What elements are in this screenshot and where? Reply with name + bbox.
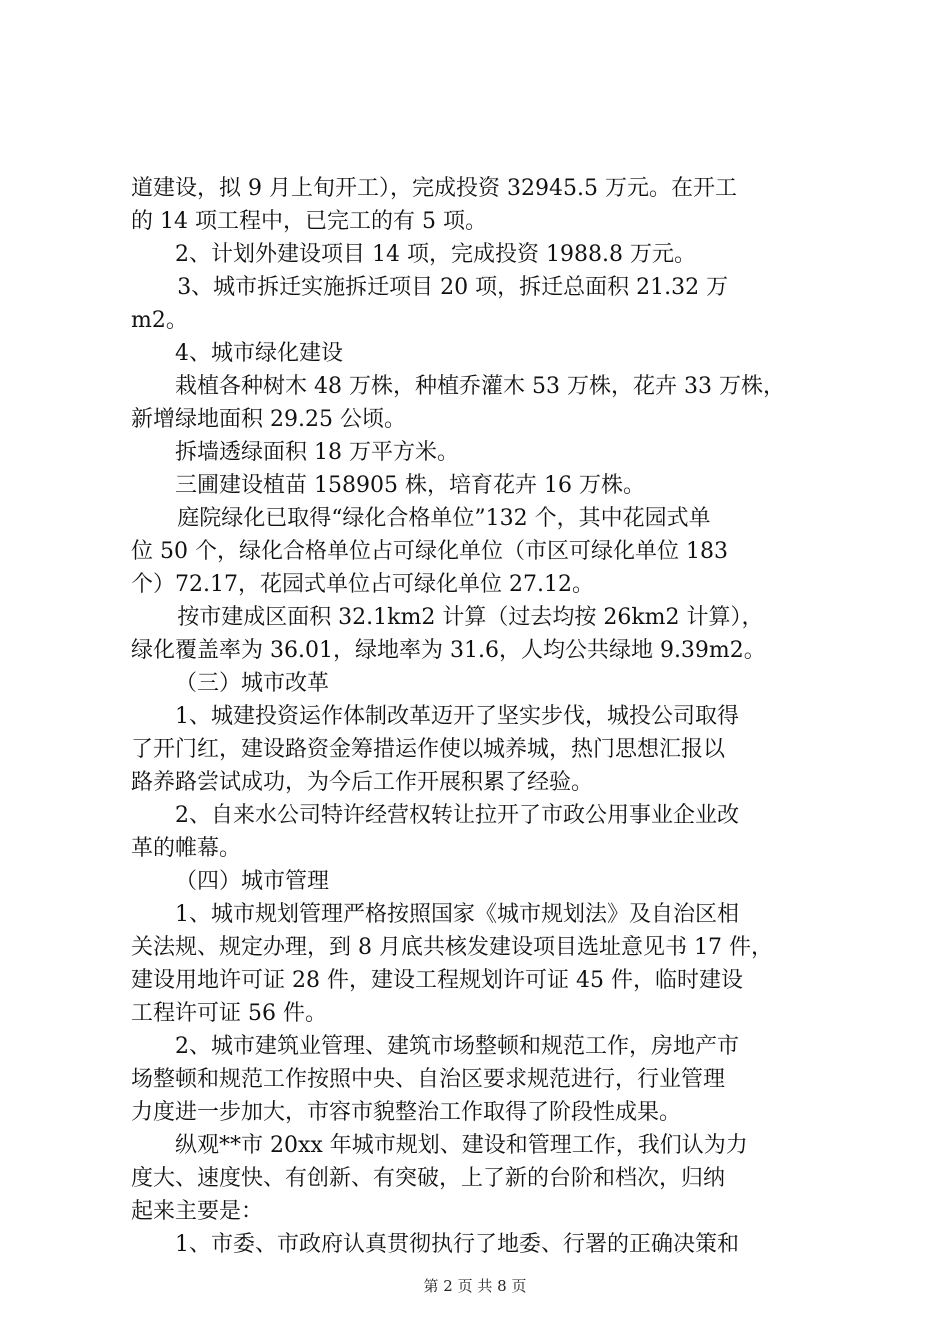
text-line: 拆墙透绿面积 18 万平方米。 (175, 440, 459, 465)
text-line: 2、自来水公司特许经营权转让拉开了市政公用事业企业改 (175, 803, 739, 828)
document-body (131, 172, 831, 1261)
text-line: 栽植各种树木 48 万株，种植乔灌木 53 万株，花卉 33 万株， (175, 374, 785, 399)
text-line: 1、城建投资运作体制改革迈开了坚实步伐，城投公司取得 (175, 704, 739, 729)
text-line: 1、城市规划管理严格按照国家《城市规划法》及自治区相 (175, 902, 739, 927)
page-footer: 第 2 页 共 8 页 (423, 1277, 527, 1295)
text-line: 起来主要是： (131, 1199, 264, 1224)
text-line: 场整顿和规范工作按照中央、自治区要求规范进行，行业管理 (131, 1067, 726, 1092)
text-line: 2、计划外建设项目 14 项，完成投资 1988.8 万元。 (175, 242, 696, 267)
text-line: 绿化覆盖率为 36.01，绿地率为 31.6，人均公共绿地 9.39m2。 (131, 638, 766, 663)
text-line: 道建设，拟 9 月上旬开工），完成投资 32945.5 万元。在开工 (131, 176, 737, 201)
text-line: 纵观**市 20xx 年城市规划、建设和管理工作，我们认为力 (175, 1133, 748, 1158)
text-line: 4、城市绿化建设 (175, 341, 343, 366)
text-line: m2。 (131, 308, 188, 333)
text-line: 了开门红，建设路资金筹措运作使以城养城，热门思想汇报以 (131, 737, 726, 762)
text-line: 度大、速度快、有创新、有突破，上了新的台阶和档次，归纳 (131, 1166, 726, 1191)
text-line: 关法规、规定办理，到 8 月底共核发建设项目选址意见书 17 件， (131, 935, 773, 960)
text-line: 按市建成区面积 32.1km2 计算（过去均按 26km2 计算）， (177, 605, 764, 630)
text-line: 庭院绿化已取得“绿化合格单位”132 个，其中花园式单 (177, 506, 711, 531)
text-line: 建设用地许可证 28 件，建设工程规划许可证 45 件，临时建设 (131, 968, 743, 993)
text-line: 的 14 项工程中，已完工的有 5 项。 (131, 209, 487, 234)
text-line: 新增绿地面积 29.25 公顷。 (131, 407, 406, 432)
text-line: 革的帷幕。 (131, 836, 242, 861)
text-line: 位 50 个，绿化合格单位占可绿化单位（市区可绿化单位 183 (131, 539, 728, 564)
text-line: 个）72.17，花园式单位占可绿化单位 27.12。 (131, 572, 594, 597)
text-line: 3、城市拆迁实施拆迁项目 20 项，拆迁总面积 21.32 万 (177, 275, 729, 300)
text-line: 工程许可证 56 件。 (131, 1001, 327, 1026)
text-line: （四）城市管理 (175, 869, 330, 894)
text-line: （三）城市改革 (175, 671, 330, 696)
text-line: 三圃建设植苗 158905 株，培育花卉 16 万株。 (175, 473, 645, 498)
text-line: 1、市委、市政府认真贯彻执行了地委、行署的正确决策和 (175, 1232, 739, 1257)
text-line: 路养路尝试成功，为今后工作开展积累了经验。 (131, 770, 594, 795)
text-line: 2、城市建筑业管理、建筑市场整顿和规范工作，房地产市 (175, 1034, 739, 1059)
text-line: 力度进一步加大，市容市貌整治工作取得了阶段性成果。 (131, 1100, 682, 1125)
